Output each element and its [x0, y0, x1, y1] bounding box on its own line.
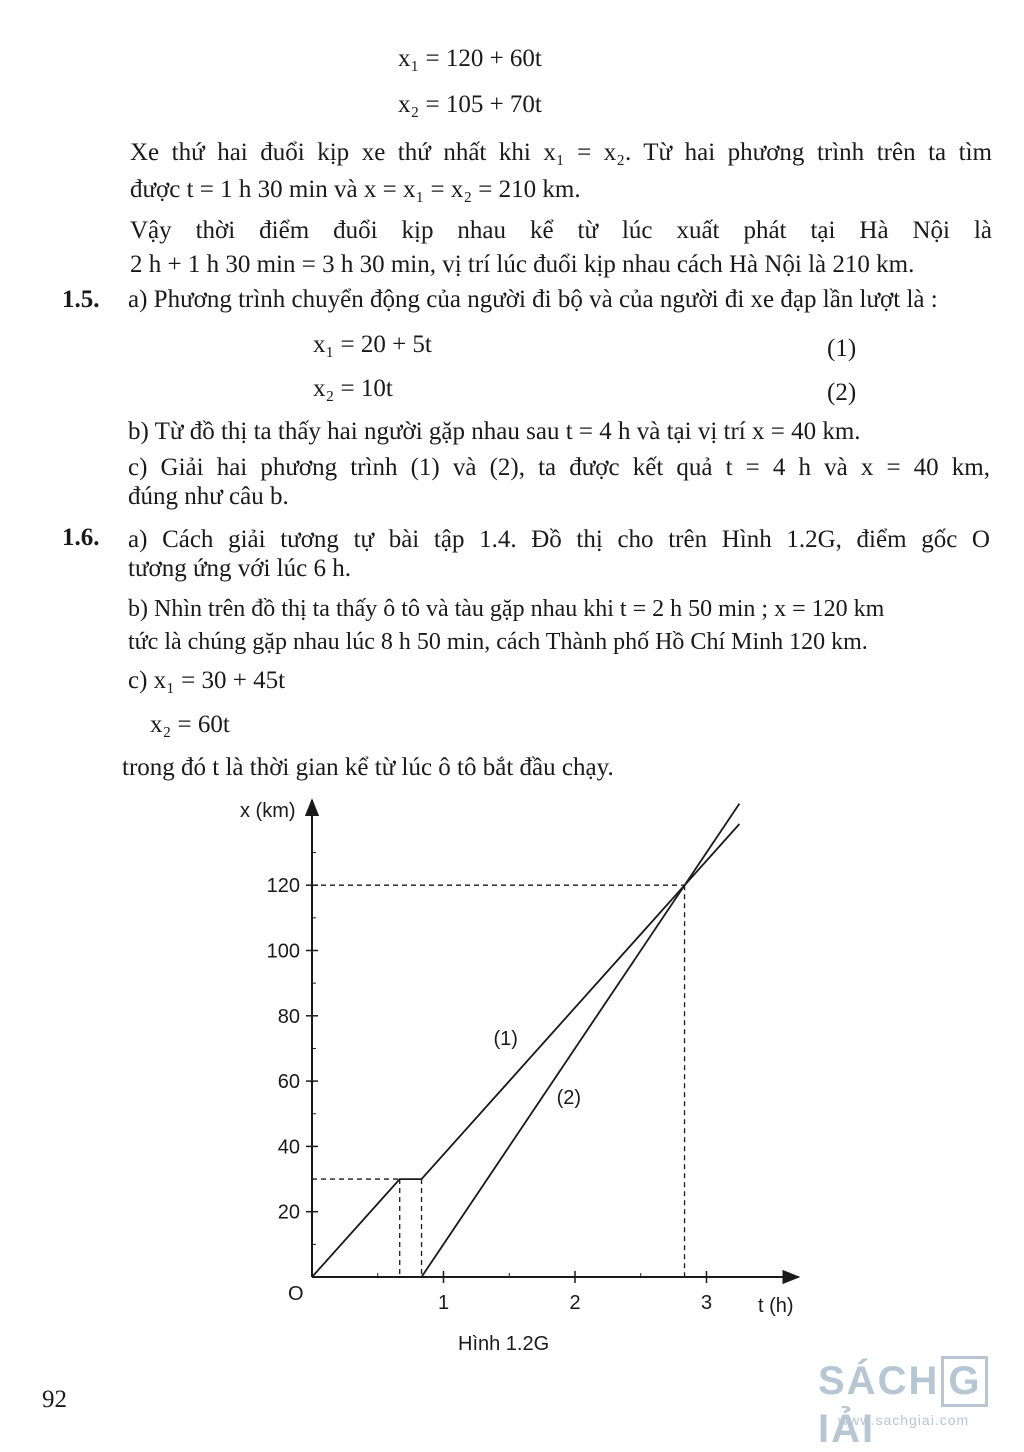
watermark-logo-left: SÁCH [818, 1359, 940, 1403]
watermark-logo [818, 1356, 1024, 1452]
y-tick-label-120: 120 [266, 875, 300, 898]
page-number: 92 [42, 1386, 67, 1413]
problem-1-6-part-b-line1: b) Nhìn trên đồ thị ta thấy ô tô và tàu gặp nhau khi t = 2 h 50 min ; x = 120 km [128, 596, 885, 622]
watermark-logo-right: IẢI [818, 1407, 876, 1451]
equation-x1-top: x₁ = 120 + 60t [398, 45, 542, 72]
y-tick-label-80: 80 [277, 1005, 300, 1028]
problem-number-1-6: 1.6. [62, 524, 100, 551]
equation-x2-top: x₂ = 105 + 70t [398, 91, 542, 118]
origin-label: O [288, 1283, 304, 1305]
problem-1-6-part-b-line2: tức là chúng gặp nhau lúc 8 h 50 min, cách Thành phố Hồ Chí Minh 120 km. [128, 629, 868, 655]
y-tick-label-40: 40 [277, 1136, 300, 1159]
guide-lines [312, 885, 685, 1277]
y-tick-label-20: 20 [277, 1201, 300, 1224]
y-tick-label-100: 100 [266, 940, 300, 963]
problem-1-6-part-c-eq2: x₂ = 60t [150, 711, 230, 738]
problem-1-6-note: trong đó t là thời gian kể từ lúc ô tô bắt đầu chạy. [122, 754, 614, 781]
problem-1-5-eq2-tag: (2) [827, 379, 857, 406]
problem-1-5-part-b: b) Từ đồ thị ta thấy hai người gặp nhau sau t = 4 h và tại vị trí x = 40 km. [128, 418, 861, 445]
problem-1-6-part-a-line2: tương ứng với lúc 6 h. [128, 555, 351, 582]
watermark-url: www.sachgiai.com [838, 1412, 970, 1428]
series-line-1 [312, 824, 739, 1277]
paragraph-catch-up-line2: được t = 1 h 30 min và x = x₁ = x₂ = 210 km. [130, 176, 581, 203]
tick-labels [267, 875, 712, 1314]
problem-number-1-5: 1.5. [62, 286, 100, 313]
series-line-2 [422, 804, 740, 1277]
series-label-2: (2) [556, 1086, 582, 1109]
paragraph-conclusion-line2: 2 h + 1 h 30 min = 3 h 30 min, vị trí lúc đuổi kịp nhau cách Hà Nội là 210 km. [130, 251, 915, 278]
x-tick-label-3: 3 [700, 1292, 713, 1314]
x-axis-label: t (h) [758, 1295, 794, 1317]
y-tick-label-60: 60 [277, 1071, 300, 1094]
figure-1-2g [230, 790, 830, 1360]
y-axis-label: x (km) [240, 800, 296, 822]
problem-1-5-eq2: x₂ = 10t [313, 375, 393, 402]
axes [306, 800, 799, 1283]
problem-1-5-part-c-line2: đúng như câu b. [128, 483, 289, 510]
problem-1-5-eq1: x₁ = 20 + 5t [313, 331, 432, 358]
problem-1-5-eq1-tag: (1) [827, 335, 857, 362]
series-label-1: (1) [493, 1028, 518, 1051]
problem-1-5-part-c-line1: c) Giải hai phương trình (1) và (2), ta được kết quả t = 4 h và x = 40 km, [128, 454, 990, 481]
problem-1-6-part-a-line1: a) Cách giải tương tự bài tập 1.4. Đồ thị cho trên Hình 1.2G, điểm gốc O [128, 526, 990, 553]
figure-caption: Hình 1.2G [458, 1333, 550, 1355]
paragraph-catch-up-line1: Xe thứ hai đuổi kịp xe thứ nhất khi x₁ = x₂. Từ hai phương trình trên ta tìm [130, 139, 992, 166]
paragraph-conclusion-line1: Vậy thời điểm đuổi kịp nhau kể từ lúc xuất phát tại Hà Nội là [130, 217, 992, 244]
problem-1-5-part-a: a) Phương trình chuyển động của người đi bộ và của người đi xe đạp lần lượt là : [128, 286, 938, 313]
series-lines [312, 804, 739, 1277]
x-tick-label-2: 2 [569, 1292, 581, 1314]
x-tick-label-1: 1 [437, 1292, 450, 1314]
watermark-logo-box: G [941, 1356, 988, 1407]
problem-1-6-part-c-eq1: c) x₁ = 30 + 45t [128, 667, 286, 694]
